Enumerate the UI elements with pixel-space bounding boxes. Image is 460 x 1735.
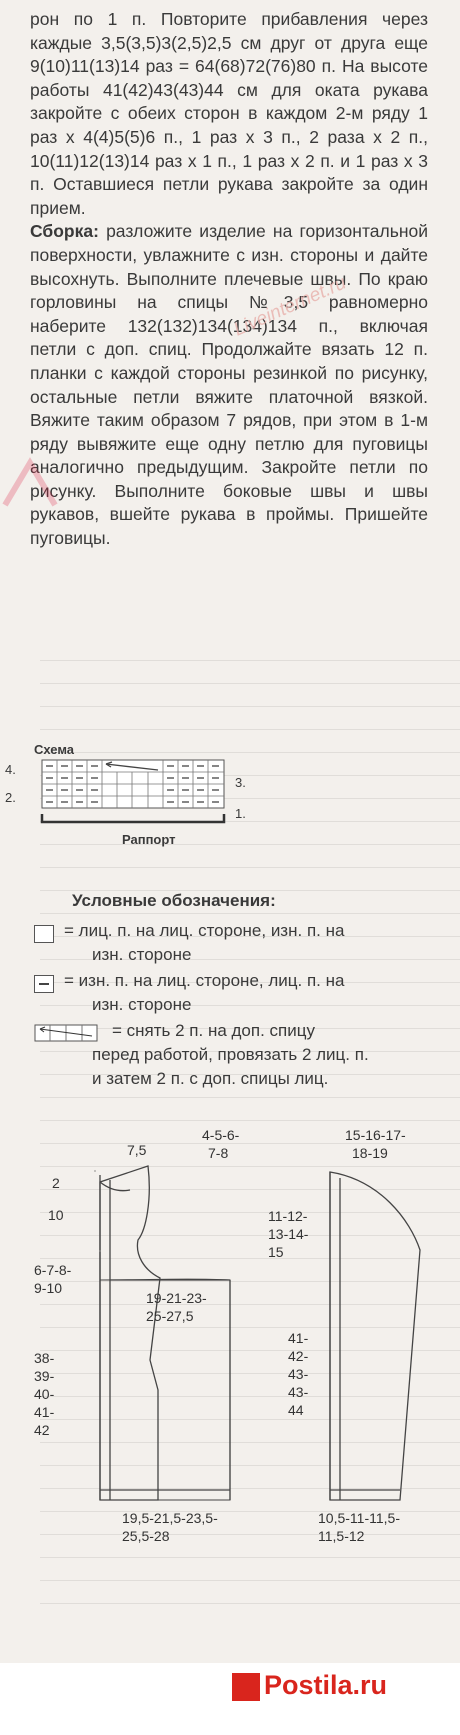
legend-cable-line1: = снять 2 п. на доп. спицу: [112, 1021, 315, 1040]
front-width-label-1: 19-21-23-: [146, 1290, 207, 1306]
instructions-text: [30, 8, 428, 551]
row-label-1: 1.: [235, 806, 246, 821]
purl-symbol-icon: [34, 975, 54, 993]
footer-bar: [0, 1663, 460, 1735]
postila-logo-icon: [232, 1673, 260, 1701]
left-label-4: 9-10: [34, 1280, 63, 1296]
footer-logo-text: Postila.ru: [264, 1670, 388, 1700]
row-label-2: 2.: [5, 790, 16, 805]
legend-cable-line3: и затем 2 п. с доп. спицы лиц.: [92, 1069, 329, 1088]
left-label-8: 41-: [34, 1404, 55, 1420]
rapport-label: Раппорт: [122, 832, 176, 847]
sleeve-len-label-3: 43-: [288, 1366, 309, 1382]
sleeve-top-label-1: 15-16-17-: [345, 1127, 406, 1143]
assembly-heading: Сборка:: [30, 221, 99, 242]
pattern-diagram: [0, 1130, 460, 1670]
watermark-text: Liveinternet.ru: [230, 272, 350, 341]
paragraph-sleeve: рон по 1 п. Повторите прибавления через каждые 3,5(3,5)3(2,5)2,5 см друг от друга еще 9(10)11(13)14 раз = 64(68)72(76)80 п. На высоте работы 41(42)43(43)44 см для оката рукава закройте с обеих сторон в каждом 2-м ряду 1 раз х 4(4)5(5)6 п., 1 раз х 3 п., 2 раза х 2 п., 10(11)12(13)14 раз х 1 п., 1 раз х 2 п. и 1 раз х 3 п. Оставшиеся петли рукава закройте за один прием.: [30, 9, 428, 218]
left-label-7: 40-: [34, 1386, 55, 1402]
bottom-sleeve-label-2: 11,5-12: [318, 1528, 365, 1544]
sleeve-len-label-5: 44: [288, 1402, 304, 1418]
left-label-3: 6-7-8-: [34, 1262, 72, 1278]
armhole-label-1: 11-12-: [268, 1208, 308, 1224]
left-label-5: 38-: [34, 1350, 55, 1366]
shoulder-label-2: 7-8: [208, 1145, 229, 1161]
knitting-chart: [40, 758, 230, 838]
sleeve-len-label-1: 41-: [288, 1330, 309, 1346]
left-label-1: 2: [52, 1175, 60, 1191]
legend-title: Условные обозначения:: [72, 891, 276, 910]
footer-logo[interactable]: [232, 1670, 387, 1701]
armhole-label-2: 13-14-: [268, 1226, 309, 1242]
legend-purl-line2: изн. стороне: [92, 995, 192, 1014]
bottom-sleeve-label-1: 10,5-11-11,5-: [318, 1510, 400, 1526]
schema-title: Схема: [34, 742, 75, 757]
legend-knit-line2: изн. стороне: [92, 945, 192, 964]
knit-symbol-icon: [34, 925, 54, 943]
bottom-body-label-1: 19,5-21,5-23,5-: [122, 1510, 218, 1526]
shoulder-label-1: 4-5-6-: [202, 1127, 240, 1143]
sleeve-len-label-4: 43-: [288, 1384, 309, 1400]
sleeve-len-label-2: 42-: [288, 1348, 309, 1364]
paragraph-assembly: [30, 220, 428, 550]
sleeve-top-label-2: 18-19: [352, 1145, 388, 1161]
row-label-3: 3.: [235, 775, 246, 790]
cable-symbol-icon: [34, 1024, 98, 1042]
row-label-4: 4.: [5, 762, 16, 777]
legend-cable-line2: перед работой, провязать 2 лиц. п.: [92, 1045, 369, 1064]
watermark-logo-icon: [0, 455, 60, 515]
legend-knit-line1: = лиц. п. на лиц. стороне, изн. п. на: [64, 921, 345, 940]
left-label-9: 42: [34, 1422, 50, 1438]
armhole-label-3: 15: [268, 1244, 284, 1260]
legend-purl-line1: = изн. п. на лиц. стороне, лиц. п. на: [64, 971, 345, 990]
assembly-text: разложите изделие на горизонтальной поверхности, увлажните с изн. стороны и дайте высохнуть. Выполните плечевые швы. По краю горловины на спицы №3,5 равномерно наберите 132(132)134(134)134 п., включая петли с доп. спиц. Продолжайте вязать 12 п. планки с каждой стороны резинкой по рисунку, остальные петли вяжите платочной вязкой. Вяжите таким образом 7 рядов, при этом в 1-м ряду вывяжите еще одну петлю для пуговицы аналогично предыдущим. Закройте петли по рисунку. Выполните боковые швы и швы рукавов, вшейте рукава в проймы. Пришейте пуговицы.: [30, 221, 428, 549]
front-width-label-2: 25-27,5: [146, 1308, 194, 1324]
left-label-2: 10: [48, 1207, 64, 1223]
neck-width-label: 7,5: [127, 1142, 147, 1158]
bottom-body-label-2: 25,5-28: [122, 1528, 170, 1544]
left-label-6: 39-: [34, 1368, 55, 1384]
